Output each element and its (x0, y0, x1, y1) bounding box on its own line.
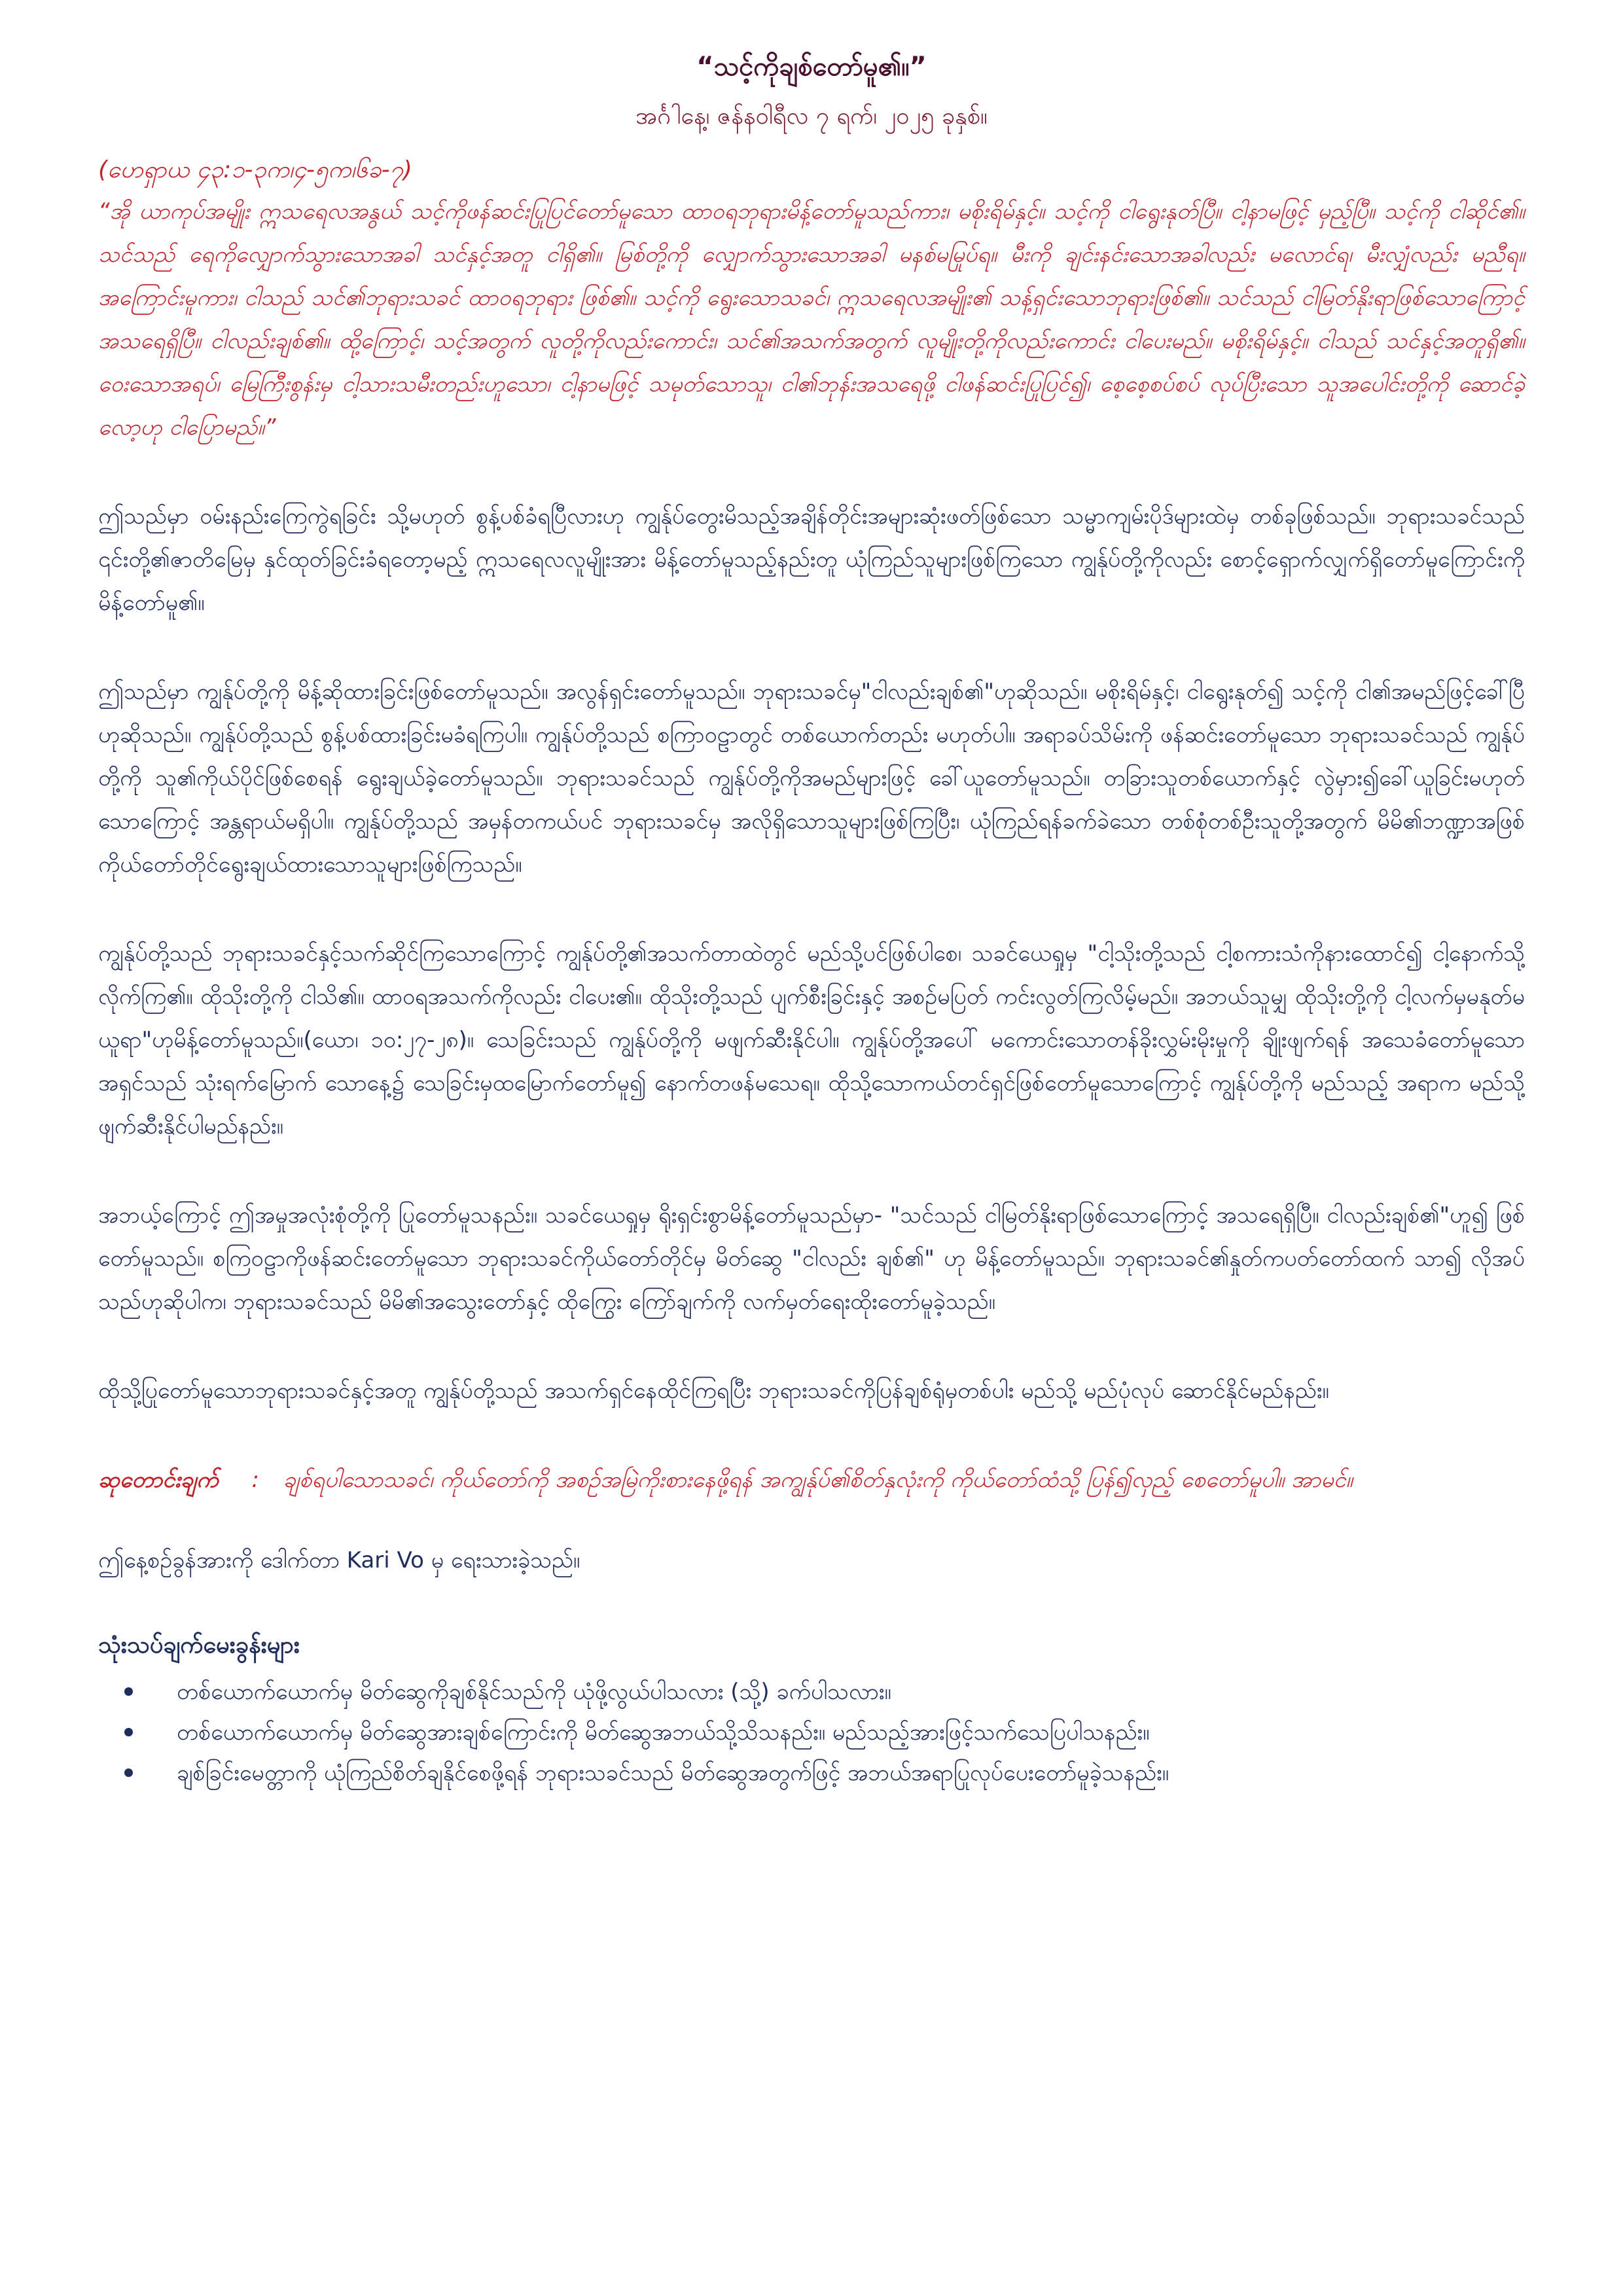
list-item (124, 1672, 1525, 1712)
list-item (124, 1753, 1525, 1793)
bullet-icon (124, 1768, 133, 1777)
body-paragraph-3: ကျွန်ုပ်တို့သည် ဘုရားသခင်နှင့်သက်ဆိုင်ကြသောကြောင့် ကျွန်ုပ်တို့၏အသက်တာထဲတွင် မည်သို့ပင်ဖြစ်ပါစေ၊ သခင်ယေရှုမှ "ငါ့သိုးတို့သည် ငါ့စကားသံကိုနားထောင်၍ ငါ့နောက်သို့လိုက်ကြ၏။ ထိုသိုးတို့ကို ငါသိ၏။ ထာဝရအသက်ကိုလည်း ငါပေး၏။ ထိုသိုးတို့သည် ပျက်စီးခြင်းနှင့် အစဉ်မပြတ် ကင်းလွတ်ကြလိမ့်မည်။ အဘယ်သူမျှ ထိုသိုးတို့ကို ငါ့လက်မှမနုတ်မယူရာ"ဟုမိန့်တော်မူသည်။(ယော၊ ၁၀:၂၇-၂၈)။ သေခြင်းသည် ကျွန်ုပ်တို့ကို မဖျက်ဆီးနိုင်ပါ။ ကျွန်ုပ်တို့အပေါ် မကောင်းသောတန်ခိုးလွှမ်းမိုးမှုကို ချိုးဖျက်ရန် အသေခံတော်မူသောအရှင်သည် သုံးရက်မြောက် သောနေ့၌ သေခြင်းမှထမြောက်တော်မူ၍ နောက်တဖန်မသေရ။ ထိုသို့သောကယ်တင်ရှင်ဖြစ်တော်မူသောကြောင့် ကျွန်ုပ်တို့ကို မည်သည့် အရာက မည်သို့ဖျက်ဆီးနိုင်ပါမည်နည်း။ (98, 941, 1525, 1139)
body-paragraph-5: ထိုသို့ပြုတော်မူသောဘုရားသခင်နှင့်အတူ ကျွန်ုပ်တို့သည် အသက်ရှင်နေထိုင်ကြရပြီး ဘုရားသခင်ကိုပြန်ချစ်ရုံမှတစ်ပါး မည်သို့ မည်ပုံလုပ် ဆောင်နိုင်မည်နည်း။ (98, 1378, 1329, 1404)
author-credit: ဤနေ့စဉ်ခွန်အားကို ဒေါက်တာ Kari Vo မှ ရေးသားခဲ့သည်။ (98, 1547, 580, 1573)
devotion-date: အင်္ဂါနေ့၊ ဇန်နဝါရီလ ၇ ရက်၊ ၂၀၂၅ ခုနှစ်။ (635, 103, 988, 130)
prayer-block (98, 1458, 1525, 1501)
devotion-title: “သင့်ကိုချစ်တော်မူ၏။” (696, 52, 927, 82)
body-paragraph-4: အဘယ့်ကြောင့် ဤအမှုအလုံးစုံတို့ကို ပြုတော်မူသနည်း။ သခင်ယေရှုမှ ရိုးရှင်းစွာမိန့်တော်မူသည်မှာ- "သင်သည် ငါမြတ်နိုးရာဖြစ်သောကြောင့် အသရေရှိပြီ။ ငါလည်းချစ်၏"ဟူ၍ ဖြစ်တော်မူသည်။ စကြဝဠာကိုဖန်ဆင်းတော်မူသော ဘုရားသခင်ကိုယ်တော်တိုင်မှ မိတ်ဆွေ "ငါလည်း ချစ်၏" ဟု မိန့်တော်မူသည်။ ဘုရားသခင်၏နှုတ်ကပတ်တော်ထက် သာ၍ လိုအပ်သည်ဟုဆိုပါက၊ ဘုရားသခင်သည် မိမိ၏အသွေးတော်နှင့် ထိုကြွေး ကြော်ချက်ကို လက်မှတ်ရေးထိုးတော်မူခဲ့သည်။ (98, 1202, 1525, 1315)
prayer-label: ဆုတောင်းချက် (98, 1467, 219, 1493)
body-paragraph-1: ဤသည်မှာ ဝမ်းနည်းကြေကွဲရခြင်း သို့မဟုတ် စွန့်ပစ်ခံရပြီလားဟု ကျွန်ုပ်တွေးမိသည့်အချိန်တိုင်းအများဆုံးဖတ်ဖြစ်သော သမ္မာကျမ်းပိုဒ်များထဲမှ တစ်ခုဖြစ်သည်။ ဘုရားသခင်သည် ၎င်းတို့၏ဇာတိမြေမှ နှင်ထုတ်ခြင်းခံရတော့မည့် ဣသရေလလူမျိုးအား မိန့်တော်မူသည့်နည်းတူ ယုံကြည်သူများဖြစ်ကြသော ကျွန်ုပ်တို့ကိုလည်း စောင့်ရှောက်လျှက်ရှိတော်မူကြောင်းကို မိန့်တော်မူ၏။ (98, 503, 1525, 616)
scripture-text: “အို ယာကုပ်အမျိုး ဣသရေလအနွယ် သင့်ကိုဖန်ဆင်းပြုပြင်တော်မူသော ထာဝရဘုရားမိန့်တော်မူသည်ကား၊ မစိုးရိမ်နှင့်။ သင့်ကို ငါရွေးနုတ်ပြီ။ ငါ့နာမဖြင့် မှည့်ပြီ။ သင့်ကို ငါဆိုင်၏။ သင်သည် ရေကိုလျှောက်သွားသောအခါ သင်နှင့်အတူ ငါရှိ၏။ မြစ်တို့ကို လျှောက်သွားသောအခါ မနစ်မမြုပ်ရ။ မီးကို ချင်းနင်းသောအခါလည်း မလောင်ရ၊ မီးလျှံလည်း မညီရ။ အကြောင်းမူကား၊ ငါသည် သင်၏ဘုရားသခင် ထာဝရဘုရား ဖြစ်၏။ သင့်ကို ရွေးသောသခင်၊ ဣသရေလအမျိုး၏ သန့်ရှင်းသောဘုရားဖြစ်၏။ သင်သည် ငါမြတ်နိုးရာဖြစ်သောကြောင့် အသရေရှိပြီ။ ငါလည်းချစ်၏။ ထို့ကြောင့်၊ သင့်အတွက် လူတို့ကိုလည်းကောင်း၊ သင်၏အသက်အတွက် လူမျိုးတို့ကိုလည်းကောင်း ငါပေးမည်။ မစိုးရိမ်နှင့်။ ငါသည် သင်နှင့်အတူရှိ၏။ ဝေးသောအရပ်၊ မြေကြီးစွန်းမှ ငါ့သားသမီးတည်းဟူသော၊ ငါ့နာမဖြင့် သမုတ်သောသူ၊ ငါ၏ဘုန်းအသရေဖို့ ငါဖန်ဆင်းပြုပြင်၍၊ စေ့စေ့စပ်စပ် လုပ်ပြီးသော သူအပေါင်းတို့ကို ဆောင်ခဲ့လော့ဟု ငါပြောမည်။” (98, 198, 1525, 440)
list-item (124, 1712, 1525, 1753)
bullet-icon (124, 1687, 133, 1696)
question-text: ချစ်ခြင်းမေတ္တာကို ယုံကြည်စိတ်ချနိုင်စေဖို့ရန် ဘုရားသခင်သည် မိတ်ဆွေအတွက်ဖြင့် အဘယ်အရာပြုလုပ်ပေးတော်မူခဲ့သနည်း။ (177, 1760, 1169, 1786)
question-text: တစ်ယောက်ယောက်မှ မိတ်ဆွေကိုချစ်နိုင်သည်ကို ယုံဖို့လွယ်ပါသလား (သို့) ခက်ပါသလား။ (177, 1679, 891, 1705)
bullet-icon (124, 1728, 133, 1736)
prayer-text: ချစ်ရပါသောသခင်၊ ကိုယ်တော်ကို အစဉ်အမြဲကိုးစားနေဖို့ရန် အကျွန်ုပ်၏စိတ်နှလုံးကို ကိုယ်တော်ထံသို့ ပြန်၍လှည့် စေတော်မူပါ။ အာမင်။ (283, 1467, 1353, 1493)
reflection-questions-heading: သုံးသပ်ချက်မေးခွန်းများ (98, 1632, 300, 1659)
question-text: တစ်ယောက်ယောက်မှ မိတ်ဆွေအားချစ်ကြောင်းကို မိတ်ဆွေအဘယ်သို့သိသနည်း။ မည်သည့်အားဖြင့်သက်သေပြပါသနည်း။ (177, 1719, 1150, 1746)
body-paragraph-2: ဤသည်မှာ ကျွန်ုပ်တို့ကို မိန့်ဆိုထားခြင်းဖြစ်တော်မူသည်။ အလွန်ရှင်းတော်မူသည်။ ဘုရားသခင်မှ"ငါလည်းချစ်၏"ဟုဆိုသည်။ မစိုးရိမ်နှင့်၊ ငါရွေးနုတ်၍ သင့်ကို ငါ၏အမည်ဖြင့်ခေါ်ပြီဟုဆိုသည်။ ကျွန်ုပ်တို့သည် စွန့်ပစ်ထားခြင်းမခံရကြပါ။ ကျွန်ုပ်တို့သည် စကြာဝဠာတွင် တစ်ယောက်တည်း မဟုတ်ပါ။ အရာခပ်သိမ်းကို ဖန်ဆင်းတော်မူသော ဘုရားသခင်သည် ကျွန်ုပ်တို့ကို သူ၏ကိုယ်ပိုင်ဖြစ်စေရန် ရွေးချယ်ခဲ့တော်မူသည်။ ဘုရားသခင်သည် ကျွန်ုပ်တို့ကိုအမည်များဖြင့် ခေါ်ယူတော်မူသည်။ တခြားသူတစ်ယောက်နှင့် လွဲမှား၍ခေါ်ယူခြင်းမဟုတ်သောကြောင့် အန္တရာယ်မရှိပါ။ ကျွန်ုပ်တို့သည် အမှန်တကယ်ပင် ဘုရားသခင်မှ အလိုရှိသောသူများဖြစ်ကြပြီး၊ ယုံကြည်ရန်ခက်ခဲသော တစ်စုံတစ်ဦးသူတို့အတွက် မိမိ၏ဘဏ္ဍာအဖြစ် ကိုယ်တော်တိုင်ရွေးချယ်ထားသောသူများဖြစ်ကြသည်။ (98, 679, 1525, 878)
reflection-questions-list (98, 1672, 1525, 1793)
prayer-separator: : (251, 1467, 259, 1493)
scripture-reference: (ဟေရှာယ ၄၃:၁-၃က၊၄-၅က၊၆ခ-၇) (98, 156, 412, 183)
